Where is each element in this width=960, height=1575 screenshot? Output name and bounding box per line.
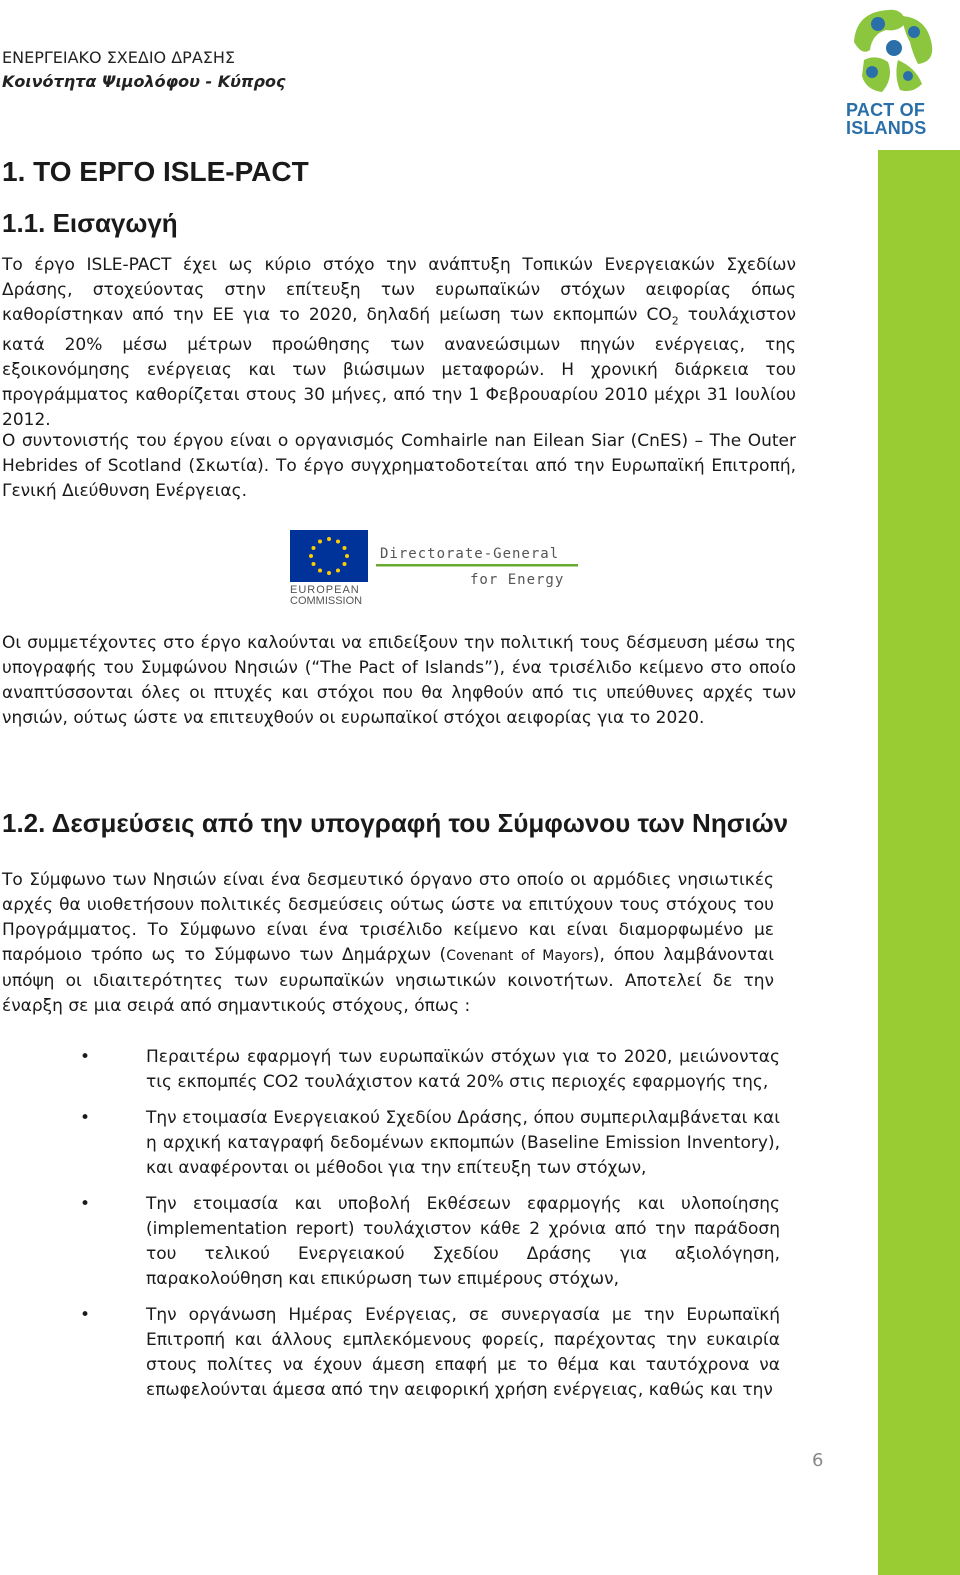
paragraph-intro — [2, 253, 796, 433]
header-doc-title: ΕΝΕΡΓΕΙΑΚΟ ΣΧΕΔΙΟ ΔΡΑΣΗΣ — [2, 48, 236, 67]
subsection-heading-1-1: 1.1. Εισαγωγή — [2, 208, 178, 238]
paragraph-intro-text-b: τουλάχιστον κατά 20% μέσω μέτρων προώθησης των ανανεώσιμων πηγών ενέργειας, της εξοικονόμησης ενέργειας και των βιώσιμων μεταφορών. Η χρονική διάρκεια του προγράμματος καθορίζεται στους 30 μήνες, από την 1 Φεβρουαρίου 2010 μέχρι 31 Ιουλίου 2012. — [2, 305, 796, 431]
paragraph-participants: Οι συμμετέχοντες στο έργο καλούνται να επιδείξουν την πολιτική τους δέσμευση μέσω της υπογραφής του Συμφώνου Νησιών (“The Pact of Islands”), ένα τρισέλιδο κείμενο στο οποίο αναπτύσσονται όλες οι πτυχές και στόχοι που θα ληφθούν από τις υπεύθυνες αρχές των νησιών, ούτως ώστε να επιτευχθούν οι ευρωπαϊκοί στόχοι αειφορίας για το 2020. — [2, 633, 796, 728]
bullet-icon: • — [80, 1305, 91, 1325]
logo-text-line1: PACT OF — [846, 100, 926, 120]
list-item — [0, 1192, 780, 1292]
list-item — [0, 1303, 780, 1403]
section-heading-1: 1. ΤΟ ΕΡΓΟ ISLE-PACT — [2, 156, 309, 187]
header-subtitle: Κοινότητα Ψιμολόφου - Κύπρος — [2, 72, 286, 91]
eu-logo-line1: EUROPEAN — [290, 584, 360, 596]
bullet-icon: • — [80, 1047, 91, 1067]
list-item — [0, 1045, 780, 1095]
dg-line1: Directorate-General — [380, 546, 560, 562]
subsection-heading-1-2: 1.2. Δεσμεύσεις από την υπογραφή του Σύμφωνου των Νησιών — [2, 808, 789, 838]
list-item-text: Περαιτέρω εφαρμογή των ευρωπαϊκών στόχων για το 2020, μειώνοντας τις εκπομπές CO2 τουλάχιστον κατά 20% στις περιοχές εφαρμογής της, — [146, 1047, 780, 1092]
logo-text-line2: ISLANDS — [846, 118, 927, 138]
paragraph-pact-text-b: ), όπου λαμβάνονται υπόψη οι ιδιαιτερότητες των ευρωπαϊκών νησιωτικών κοινοτήτων. Αποτελεί δε την έναρξη σε μια σειρά από σημαντικούς στόχους, όπως : — [2, 945, 774, 1016]
co2-subscript: 2 — [671, 314, 679, 328]
list-item-text: Την οργάνωση Ημέρας Ενέργειας, σε συνεργασία με την Ευρωπαϊκή Επιτροπή και άλλους εμπλεκόμενους φορείς, παρέχοντας την ευκαιρία στους πολίτες να έχουν άμεση επαφή με το θέμα και ταυτόχρονα να επωφελούνται άμεσα από την αειφορική χρήση ενέργειας, καθώς και την — [146, 1305, 780, 1400]
page-number: 6 — [812, 1450, 824, 1471]
paragraph-pact-description — [2, 868, 774, 1019]
green-side-bar — [878, 150, 960, 1575]
logo-text — [846, 101, 926, 137]
covenant-of-mayors-text: Covenant of Mayors — [446, 948, 593, 964]
goals-bullet-list — [0, 1045, 780, 1414]
paragraph-coordinator: Ο συντονιστής του έργου είναι ο οργανισμός Comhairle nan Eilean Siar (CnES) – The Outer Hebrides of Scotland (Σκωτία). Το έργο συγχρηματοδοτείται από την Ευρωπαϊκή Επιτροπή, Γενική Διεύθυνση Ενέργειας. — [2, 431, 796, 501]
list-item — [0, 1106, 780, 1181]
list-item-text: Την ετοιμασία και υποβολή Εκθέσεων εφαρμογής και υλοποίησης (implementation report) τουλάχιστον κάθε 2 χρόνια από την παράδοση του τελικού Ενεργειακού Σχεδίου Δράσης για αξιολόγηση, παρακολούθηση και επικύρωση των επιμέρους στόχων, — [146, 1194, 780, 1289]
paragraph-intro-text-a: Το έργο ISLE-PACT έχει ως κύριο στόχο την ανάπτυξη Τοπικών Ενεργειακών Σχεδίων Δράσης, στοχεύοντας στην επίτευξη των ευρωπαϊκών στόχων αειφορίας όπως καθορίστηκαν από την ΕΕ για το 2020, δηλαδή μείωση των εκπομπών CO — [2, 255, 796, 325]
list-item-text: Την ετοιμασία Ενεργειακού Σχεδίου Δράσης, όπου συμπεριλαμβάνεται και η αρχική καταγραφή δεδομένων εκπομπών (Baseline Emission Inventory), και αναφέρονται οι μέθοδοι για την επίτευξη των στόχων, — [146, 1108, 780, 1178]
eu-logo-line2: COMMISSION — [290, 595, 363, 607]
dg-line2: for Energy — [470, 572, 565, 588]
bullet-icon: • — [80, 1194, 91, 1214]
bullet-icon: • — [80, 1108, 91, 1128]
european-commission-logo — [290, 528, 580, 608]
paragraph-pact-text-a: Το Σύμφωνο των Νησιών είναι ένα δεσμευτικό όργανο στο οποίο οι αρμόδιες νησιωτικές αρχές θα υιοθετήσουν πολιτικές δεσμεύσεις ούτως ώστε να επιτύχουν τους στόχους του Προγράμματος. Το Σύμφωνο είναι ένα τρισέλιδο κείμενο και είναι διαμορφωμένο με παρόμοιο τρόπο ως το Σύμφωνο των Δημάρχων ( — [2, 870, 774, 965]
